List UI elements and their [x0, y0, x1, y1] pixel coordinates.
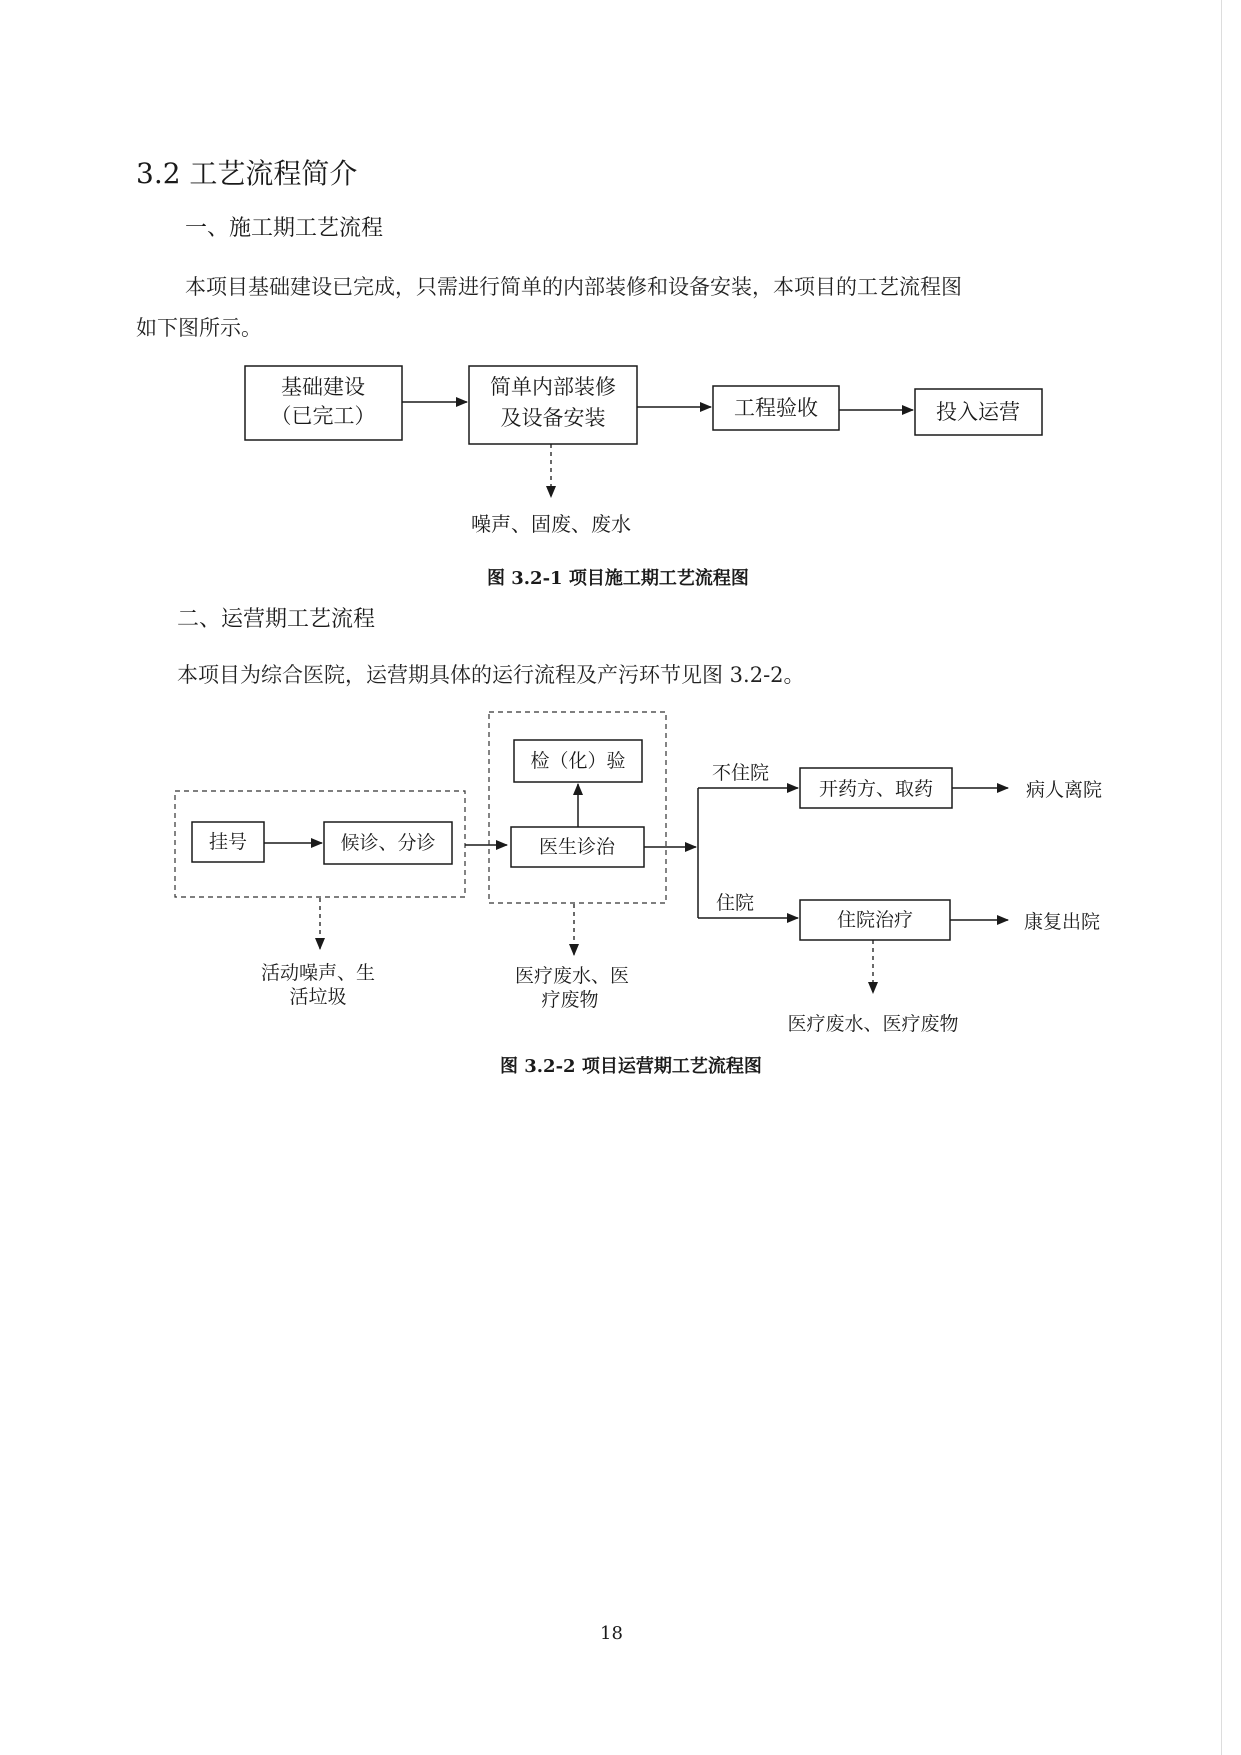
operation-paragraph: 本项目为综合医院，运营期具体的运行流程及产污环节见图 3.2-2。 — [177, 663, 805, 687]
box-diagnosis-label: 医生诊治 — [538, 836, 616, 858]
pollutant-group2-line2: 疗废物 — [541, 989, 599, 1011]
pollutant-group2-line1: 医疗废水、医 — [514, 965, 630, 987]
page-number: 18 — [600, 1623, 623, 1644]
box-foundation-line2: （已完工） — [270, 404, 376, 428]
box-interior-line2: 及设备安装 — [500, 406, 606, 430]
construction-paragraph-line2: 如下图所示。 — [136, 316, 262, 340]
patient-leaves: 病人离院 — [1026, 779, 1103, 801]
box-acceptance-label: 工程验收 — [734, 396, 818, 420]
construction-heading: 一、施工期工艺流程 — [185, 216, 384, 241]
figure-caption-2: 图 3.2-2 项目运营期工艺流程图 — [500, 1056, 762, 1077]
pollutant-inpatient: 医疗废水、医疗废物 — [787, 1013, 959, 1035]
box-foundation-line1: 基础建设 — [281, 375, 365, 399]
box-registration-label: 挂号 — [208, 831, 248, 853]
recovered-discharge: 康复出院 — [1024, 911, 1101, 933]
label-outpatient: 不住院 — [712, 762, 770, 784]
operation-heading: 二、运营期工艺流程 — [177, 607, 376, 632]
box-triage-label: 候诊、分诊 — [340, 832, 436, 854]
box-operation-start-label: 投入运营 — [936, 400, 1020, 424]
box-inpatient-treatment-label: 住院治疗 — [836, 909, 914, 931]
figure-caption-1: 图 3.2-1 项目施工期工艺流程图 — [487, 568, 749, 589]
construction-paragraph-line1: 本项目基础建设已完成，只需进行简单的内部装修和设备安装，本项目的工艺流程图 — [185, 275, 962, 299]
section-title: 3.2 工艺流程简介 — [136, 157, 358, 190]
box-prescription-label: 开药方、取药 — [818, 778, 934, 800]
pollutant-group1-line1: 活动噪声、生 — [260, 962, 376, 984]
construction-pollutants: 噪声、固废、废水 — [471, 512, 631, 536]
box-interior-line1: 简单内部装修 — [490, 375, 616, 399]
pollutant-group1-line2: 活垃圾 — [289, 986, 347, 1008]
box-lab-test-label: 检（化）验 — [530, 750, 626, 772]
label-inpatient: 住院 — [716, 892, 755, 914]
